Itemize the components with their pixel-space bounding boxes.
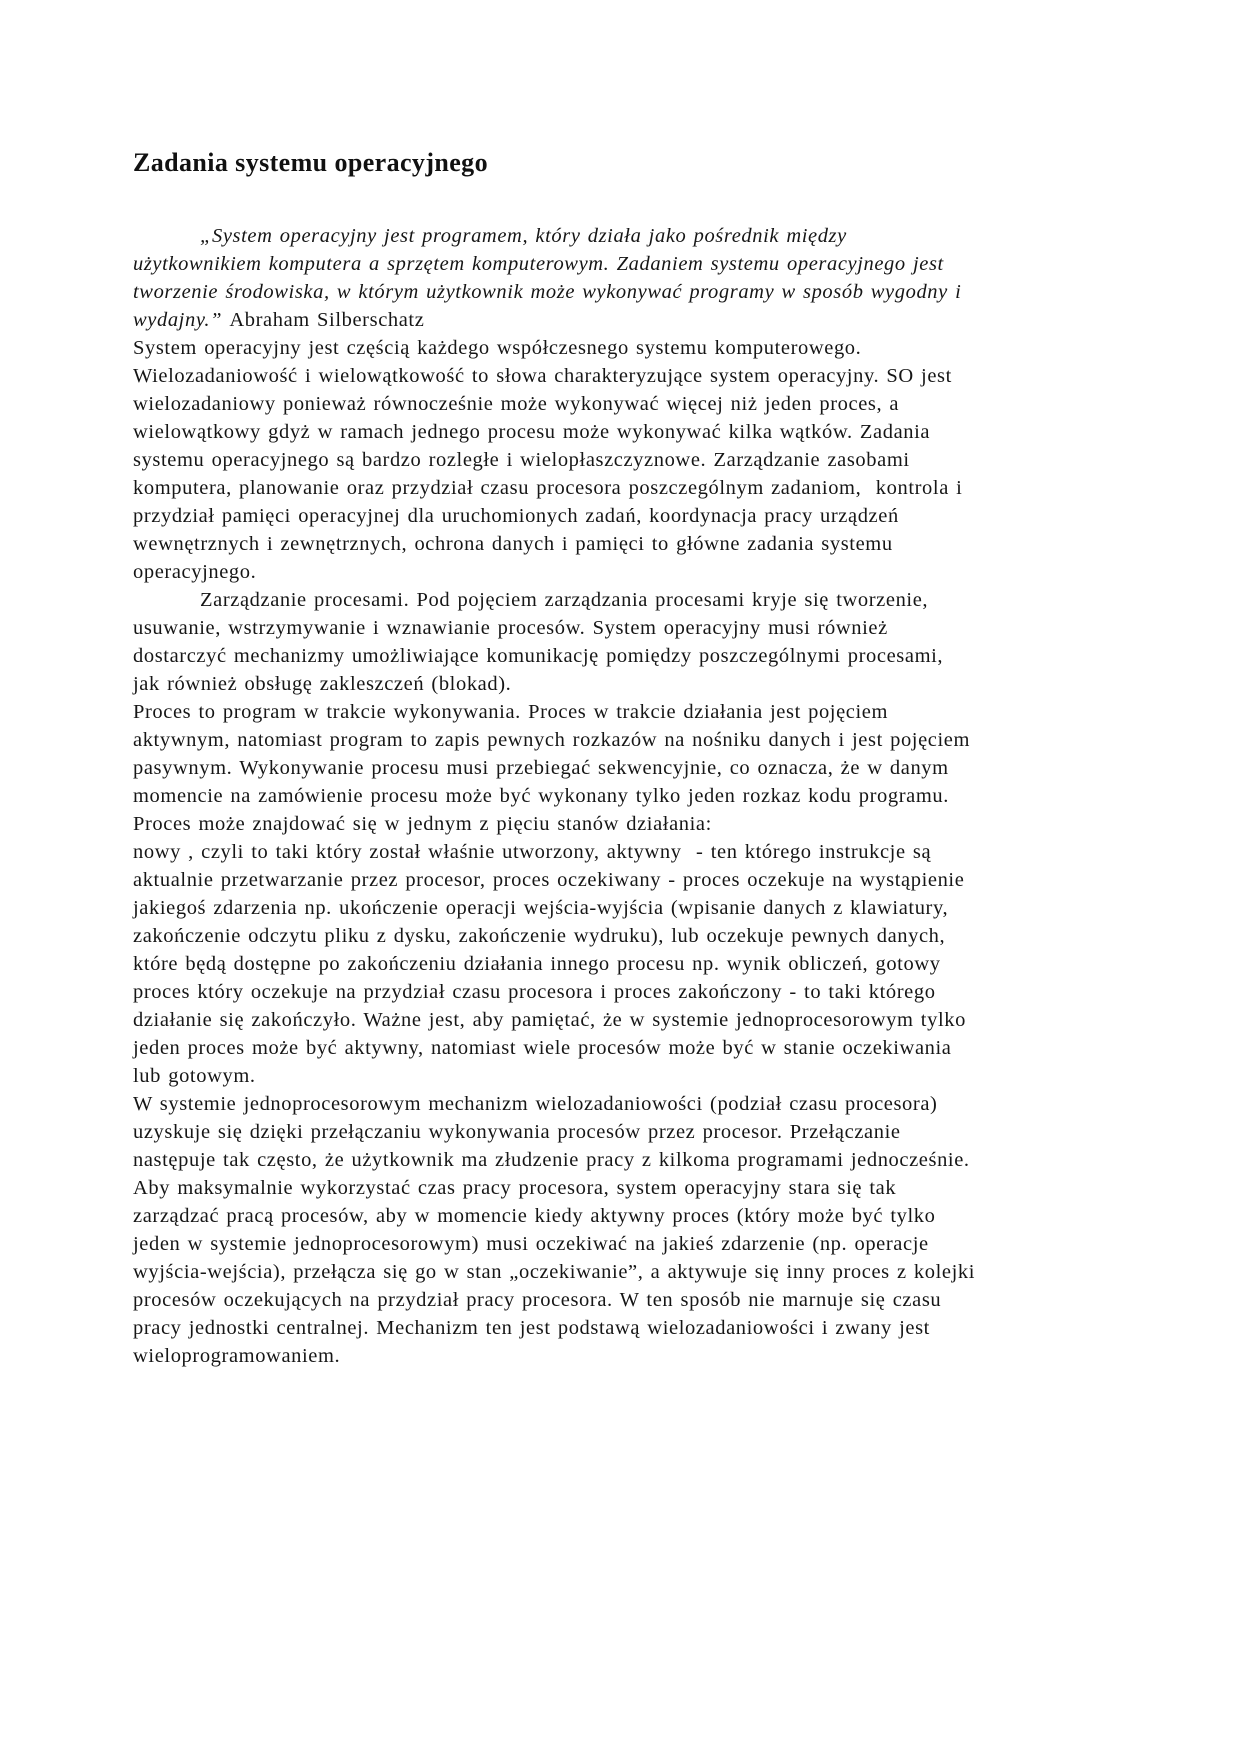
text-run: systemu operacyjnego są bardzo rozległe i wielopłaszczyznowe. Zarządzanie zasobami — [133, 449, 910, 471]
text-run: dostarczyć mechanizmy umożliwiające komunikację pomiędzy poszczególnymi procesami, — [133, 645, 944, 667]
text-line — [133, 586, 1125, 614]
text-line — [133, 782, 1125, 810]
text-run: System operacyjny jest częścią każdego współczesnego systemu komputerowego. — [133, 337, 862, 359]
text-run: jak również obsługę zakleszczeń (blokad). — [133, 673, 512, 695]
text-line — [133, 1062, 1125, 1090]
text-line — [133, 1286, 1125, 1314]
text-run: wyjścia-wejścia), przełącza się go w stan „oczekiwanie”, a aktywuje się inny proces z kolejki — [133, 1261, 976, 1283]
text-line — [133, 670, 1125, 698]
text-run: lub gotowym. — [133, 1065, 256, 1087]
text-run: jeden w systemie jednoprocesorowym) musi oczekiwać na jakieś zdarzenie (np. operacje — [133, 1233, 929, 1255]
text-line — [133, 1202, 1125, 1230]
text-line — [133, 1118, 1125, 1146]
text-run: Zarządzanie procesami. Pod pojęciem zarządzania procesami kryje się tworzenie, — [200, 589, 929, 611]
text-line — [133, 950, 1125, 978]
text-run: usuwanie, wstrzymywanie i wznawianie procesów. System operacyjny musi również — [133, 617, 888, 639]
text-run: uzyskuje się dzięki przełączaniu wykonywania procesów przez procesor. Przełączanie — [133, 1121, 901, 1143]
text-line — [133, 502, 1125, 530]
text-line — [133, 1230, 1125, 1258]
italic-text-run: „System operacyjny jest programem, który działa jako pośrednik między — [200, 225, 847, 247]
document-body — [133, 222, 1125, 1370]
text-line — [133, 698, 1125, 726]
text-line — [133, 1258, 1125, 1286]
text-run: zarządzać pracą procesów, aby w momencie kiedy aktywny proces (który może być tylko — [133, 1205, 936, 1227]
text-run: które będą dostępne po zakończeniu działania innego procesu np. wynik obliczeń, gotowy — [133, 953, 941, 975]
text-line — [133, 1174, 1125, 1202]
text-run: Aby maksymalnie wykorzystać czas pracy procesora, system operacyjny stara się tak — [133, 1177, 897, 1199]
text-line — [133, 306, 1125, 334]
text-run: wewnętrznych i zewnętrznych, ochrona danych i pamięci to główne zadania systemu — [133, 533, 893, 555]
text-run: Wielozadaniowość i wielowątkowość to słowa charakteryzujące system operacyjny. SO jest — [133, 365, 952, 387]
text-run: Abraham Silberschatz — [229, 309, 425, 331]
text-run: zakończenie odczytu pliku z dysku, zakończenie wydruku), lub oczekuje pewnych danych, — [133, 925, 946, 947]
text-run: operacyjnego. — [133, 561, 257, 583]
text-run: nowy , czyli to taki który został właśnie utworzony, aktywny - ten którego instrukcje są — [133, 841, 932, 863]
text-run: wielowątkowy gdyż w ramach jednego procesu może wykonywać kilka wątków. Zadania — [133, 421, 931, 443]
text-run: procesów oczekujących na przydział pracy procesora. W ten sposób nie marnuje się czasu — [133, 1289, 942, 1311]
text-line — [133, 922, 1125, 950]
text-run: działanie się zakończyło. Ważne jest, aby pamiętać, że w systemie jednoprocesorowym tylko — [133, 1009, 966, 1031]
text-line — [133, 390, 1125, 418]
text-line — [133, 1090, 1125, 1118]
text-line — [133, 1034, 1125, 1062]
text-run: przydział pamięci operacyjnej dla uruchomionych zadań, koordynacja pracy urządzeń — [133, 505, 899, 527]
text-line — [133, 1146, 1125, 1174]
text-run: wielozadaniowy ponieważ równocześnie może wykonywać więcej niż jeden proces, a — [133, 393, 900, 415]
text-run: pracy jednostki centralnej. Mechanizm ten jest podstawą wielozadaniowości i zwany jest — [133, 1317, 930, 1339]
text-run: proces który oczekuje na przydział czasu procesora i proces zakończony - to taki którego — [133, 981, 936, 1003]
text-line — [133, 754, 1125, 782]
italic-text-run: wydajny.” — [133, 309, 230, 331]
text-line — [133, 810, 1125, 838]
text-run: momencie na zamówienie procesu może być wykonany tylko jeden rozkaz kodu programu. — [133, 785, 949, 807]
text-line — [133, 642, 1125, 670]
text-run: jakiegoś zdarzenia np. ukończenie operacji wejścia-wyjścia (wpisanie danych z klawiatury, — [133, 897, 949, 919]
text-line — [133, 418, 1125, 446]
text-line — [133, 446, 1125, 474]
italic-text-run: użytkownikiem komputera a sprzętem komputerowym. Zadaniem systemu operacyjnego jest — [133, 253, 944, 275]
document-title: Zadania systemu operacyjnego — [133, 148, 488, 177]
text-line — [133, 614, 1125, 642]
text-run: komputera, planowanie oraz przydział czasu procesora poszczególnym zadaniom, kontrola i — [133, 477, 963, 499]
text-line — [133, 1342, 1125, 1370]
text-run: Proces może znajdować się w jednym z pięciu stanów działania: — [133, 813, 712, 835]
text-run: jeden proces może być aktywny, natomiast wiele procesów może być w stanie oczekiwania — [133, 1037, 952, 1059]
text-line — [133, 334, 1125, 362]
text-run: aktywnym, natomiast program to zapis pewnych rozkazów na nośniku danych i jest pojęciem — [133, 729, 971, 751]
text-run: pasywnym. Wykonywanie procesu musi przebiegać sekwencyjnie, co oznacza, że w danym — [133, 757, 949, 779]
text-line — [133, 1314, 1125, 1342]
text-line — [133, 250, 1125, 278]
text-run: Proces to program w trakcie wykonywania. Proces w trakcie działania jest pojęciem — [133, 701, 889, 723]
text-run: W systemie jednoprocesorowym mechanizm wielozadaniowości (podział czasu procesora) — [133, 1093, 938, 1115]
text-run: wieloprogramowaniem. — [133, 1345, 341, 1367]
text-line — [133, 978, 1125, 1006]
text-line — [133, 558, 1125, 586]
text-run: następuje tak często, że użytkownik ma złudzenie pracy z kilkoma programami jednocześnie. — [133, 1149, 970, 1171]
text-line — [133, 474, 1125, 502]
text-line — [133, 362, 1125, 390]
text-line — [133, 222, 1125, 250]
text-line — [133, 530, 1125, 558]
italic-text-run: tworzenie środowiska, w którym użytkownik może wykonywać programy w sposób wygodny i — [133, 281, 962, 303]
text-line — [133, 1006, 1125, 1034]
text-run: aktualnie przetwarzanie przez procesor, proces oczekiwany - proces oczekuje na wystąpienie — [133, 869, 965, 891]
text-line — [133, 726, 1125, 754]
text-line — [133, 278, 1125, 306]
text-line — [133, 838, 1125, 866]
text-line — [133, 894, 1125, 922]
text-line — [133, 866, 1125, 894]
